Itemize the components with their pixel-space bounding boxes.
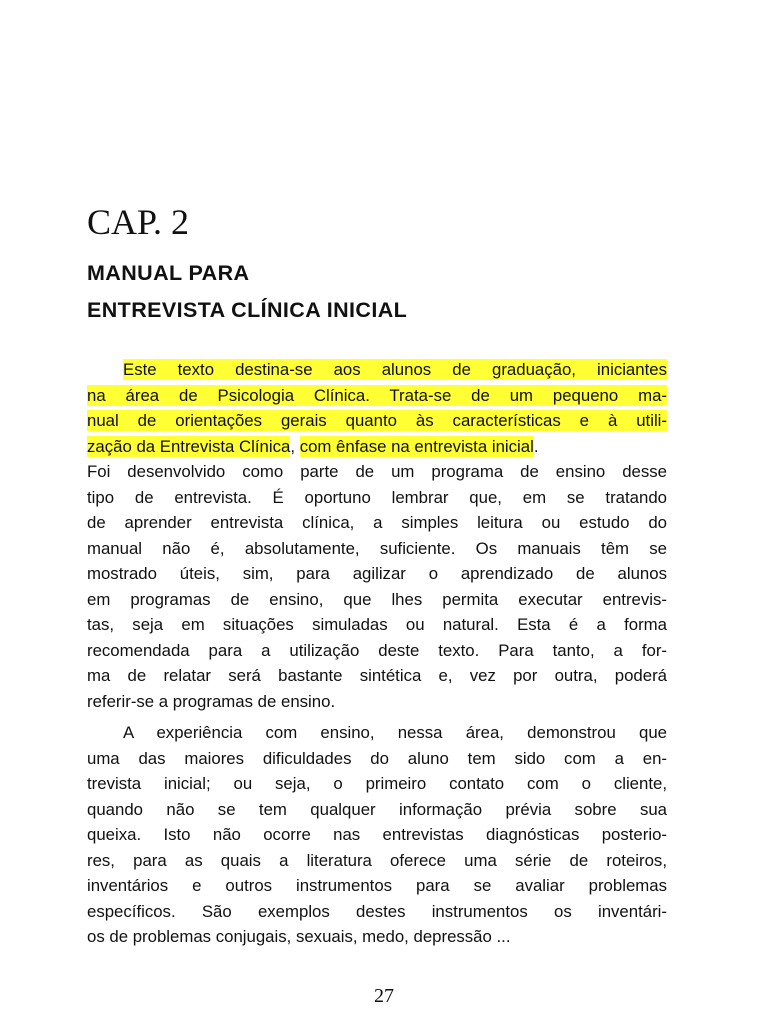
highlighted-text: zação da Entrevista Clínica [87,436,291,456]
body-text [87,357,667,950]
text-line: de aprender entrevista clínica, a simples leitura ou estudo do [87,513,667,532]
text-line: manual não é, absolutamente, suficiente. Os manuais têm se [87,538,667,558]
text-line: inventários e outros instrumentos para se avaliar problemas [87,876,667,895]
text-line: queixa. Isto não ocorre nas entrevistas diagnósticas posterio- [87,825,667,844]
chapter-title-line: ENTREVISTA CLÍNICA INICIAL [87,298,408,322]
text-line [87,383,667,409]
text-line: mostrado úteis, sim, para agilizar o aprendizado de alunos [87,564,667,583]
text-line [87,357,667,383]
text-line [87,408,667,434]
text-line: trevista inicial; ou seja, o primeiro contato com o cliente, [87,774,667,793]
highlighted-text: Este texto destina-se aos alunos de graduação, iniciantes [123,360,667,379]
text-line [87,434,667,460]
highlighted-text: nual de orientações gerais quanto às características e à utili- [87,411,667,430]
text-line: tipo de entrevista. É oportuno lembrar que, em se tratando [87,487,667,507]
text-line: res, para as quais a literatura oferece uma série de roteiros, [87,850,667,870]
highlighted-text: com ênfase na entrevista inicial [299,436,534,456]
text-fragment: . [533,436,539,456]
text-line: quando não se tem qualquer informação prévia sobre sua [87,799,667,819]
chapter-title-line: MANUAL PARA [87,261,250,285]
text-line: específicos. São exemplos destes instrumentos os inventári- [87,901,667,921]
page-number: 27 [374,985,394,1007]
chapter-number: CAP. 2 [87,202,190,242]
text-line: Foi desenvolvido como parte de um programa de ensino desse [87,462,667,481]
paragraph-1 [87,357,667,714]
highlighted-text: na área de Psicologia Clínica. Trata-se de um pequeno ma- [87,385,667,405]
paragraph-2 [87,720,667,950]
text-fragment: , [290,436,296,456]
text-line: tas, seja em situações simuladas ou natural. Esta é a forma [87,615,667,634]
chapter-title [87,255,407,329]
text-line: referir-se a programas de ensino. [87,691,336,711]
text-line: em programas de ensino, que lhes permita executar entrevis- [87,589,667,609]
text-line: recomendada para a utilização deste texto. Para tanto, a for- [87,640,667,660]
text-line: os de problemas conjugais, sexuais, medo, depressão ... [87,927,511,946]
text-line: ma de relatar será bastante sintética e, vez por outra, poderá [87,666,667,685]
text-line: A experiência com ensino, nessa área, demonstrou que [123,723,667,742]
text-line: uma das maiores dificuldades do aluno tem sido com a en- [87,748,667,768]
